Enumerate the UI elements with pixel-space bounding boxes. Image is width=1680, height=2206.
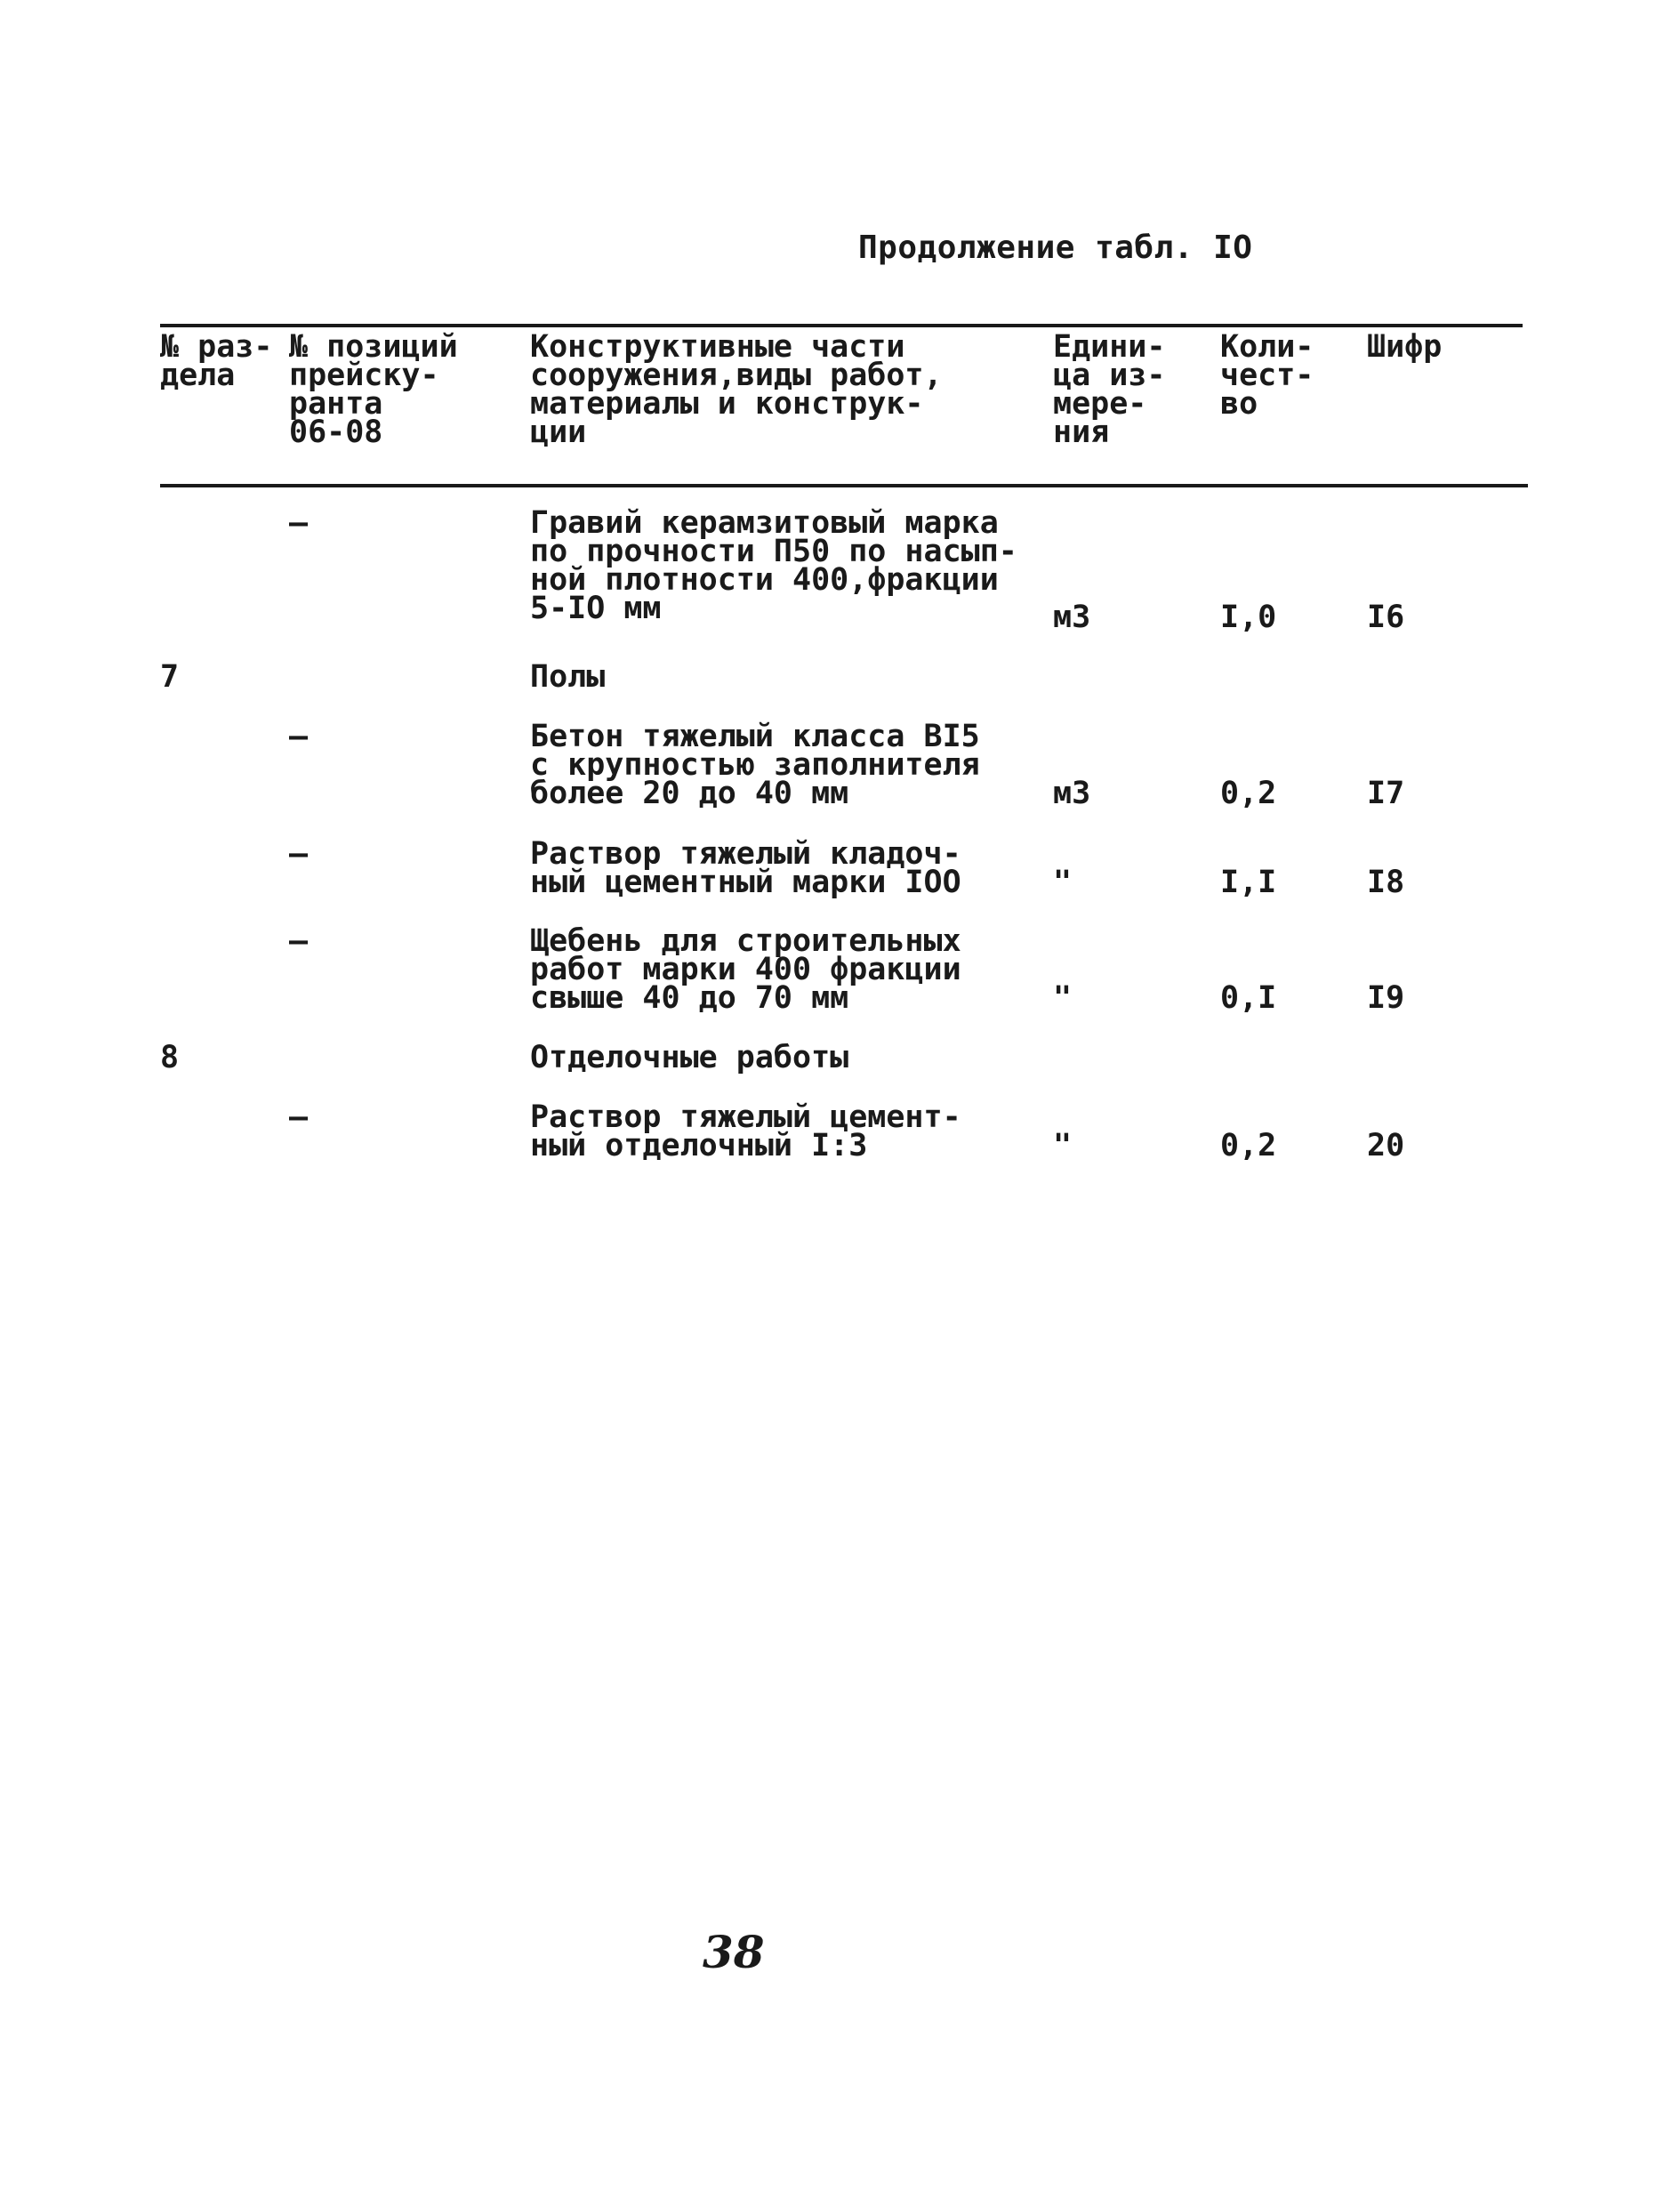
table-top-rule bbox=[160, 324, 1523, 327]
header-description: Конструктивные части сооружения,виды работ, материалы и конструк- ции bbox=[530, 329, 943, 450]
unit-cell: м3 bbox=[1053, 776, 1091, 811]
table-continuation-heading: Продолжение табл. IO bbox=[858, 229, 1253, 266]
header-quantity: Коли- чест- во bbox=[1220, 329, 1314, 422]
description-cell: Раствор тяжелый цемент- ный отделочный I:3 bbox=[530, 1099, 961, 1163]
header-section-number: № раз- дела bbox=[160, 329, 273, 393]
unit-cell: " bbox=[1053, 1128, 1073, 1163]
handwritten-page-number: 38 bbox=[703, 1926, 765, 1978]
position-cell: – bbox=[289, 923, 309, 959]
quantity-cell: 0,2 bbox=[1220, 1128, 1277, 1163]
position-cell: – bbox=[289, 719, 309, 754]
unit-cell: " bbox=[1053, 865, 1073, 900]
section-number-cell: 7 bbox=[160, 659, 180, 695]
code-cell: I7 bbox=[1367, 776, 1405, 811]
unit-cell: " bbox=[1053, 980, 1073, 1016]
description-cell: Щебень для строительных работ марки 400 фракции свыше 40 до 70 мм bbox=[530, 923, 961, 1016]
header-bottom-rule bbox=[160, 484, 1528, 487]
section-title-cell: Отделочные работы bbox=[530, 1040, 849, 1075]
section-number-cell: 8 bbox=[160, 1040, 180, 1075]
unit-cell: м3 bbox=[1053, 600, 1091, 635]
quantity-cell: 0,2 bbox=[1220, 776, 1277, 811]
code-cell: I9 bbox=[1367, 980, 1405, 1016]
position-cell: – bbox=[289, 1099, 309, 1135]
code-cell: 20 bbox=[1367, 1128, 1405, 1163]
code-cell: I8 bbox=[1367, 865, 1405, 900]
quantity-cell: 0,I bbox=[1220, 980, 1277, 1016]
header-code: Шифр bbox=[1367, 329, 1443, 365]
header-price-positions: № позиций прейску- ранта 06-08 bbox=[289, 329, 458, 450]
position-cell: – bbox=[289, 836, 309, 872]
quantity-cell: I,0 bbox=[1220, 600, 1277, 635]
description-cell: Гравий керамзитовый марка по прочности П50 по насып- ной плотности 400,фракции 5-IO мм bbox=[530, 505, 1017, 626]
code-cell: I6 bbox=[1367, 600, 1405, 635]
description-cell: Бетон тяжелый класса BI5 с крупностью заполнителя более 20 до 40 мм bbox=[530, 719, 980, 811]
quantity-cell: I,I bbox=[1220, 865, 1277, 900]
section-title-cell: Полы bbox=[530, 659, 606, 695]
header-unit: Едини- ца из- мере- ния bbox=[1053, 329, 1166, 450]
position-cell: – bbox=[289, 505, 309, 541]
description-cell: Раствор тяжелый кладоч- ный цементный марки IOO bbox=[530, 836, 961, 900]
